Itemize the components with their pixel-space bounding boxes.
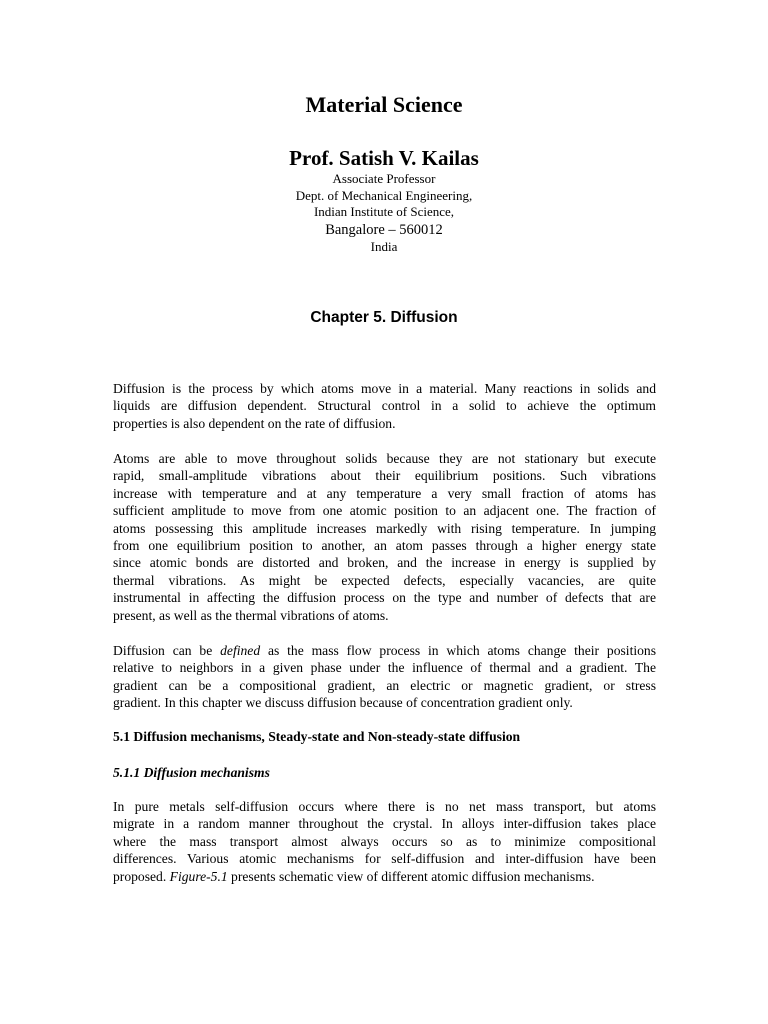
chapter-title: Chapter 5. Diffusion (310, 309, 458, 326)
paragraph-line (113, 642, 656, 659)
paragraph-line: thermal vibrations. As might be expected defects, especially vacancies, are quite (113, 572, 656, 588)
paragraph-line: present, as well as the thermal vibrations of atoms. (113, 607, 389, 623)
author-country: India (370, 238, 398, 254)
author-institute: Indian Institute of Science, (313, 204, 455, 219)
paragraph-mechanisms (113, 798, 656, 885)
text-run: presents schematic view of different atomic diffusion mechanisms. (227, 868, 595, 884)
paragraph-line (113, 868, 656, 885)
paragraph-line: differences. Various atomic mechanisms for self-diffusion and inter-diffusion have been (113, 851, 656, 867)
emphasis-defined: defined (220, 643, 261, 658)
paragraph-line: since atomic bonds are distorted and broken, and the increase in energy is supplied by (113, 555, 656, 571)
paragraph-line: liquids are diffusion dependent. Structural control in a solid to achieve the optimum (113, 398, 656, 414)
figure-reference: Figure-5.1 (169, 868, 228, 884)
paragraph-line: relative to neighbors in a given phase under the influence of thermal and a gradient. The (113, 660, 656, 676)
paragraph-intro (113, 380, 656, 432)
author-department: Dept. of Mechanical Engineering, (295, 187, 473, 203)
paragraph-line: atoms possessing this amplitude increases markedly with rising temperature. In jumping (113, 520, 656, 536)
author-name: Prof. Satish V. Kailas (289, 146, 479, 170)
paragraph-line: sufficient amplitude to move from one atomic position to an adjacent one. The fraction of (113, 503, 656, 519)
paragraph-line: rapid, small-amplitude vibrations about their equilibrium positions. Such vibrations (113, 468, 656, 484)
paragraph-line: gradient can be a compositional gradient, an electric or magnetic gradient, or stress (113, 677, 656, 693)
subsection-heading: 5.1.1 Diffusion mechanisms (113, 765, 270, 780)
text-run: Diffusion can be (113, 643, 221, 658)
paragraph-line: instrumental in affecting the diffusion process on the type and number of defects that are (113, 590, 656, 606)
section-heading: 5.1 Diffusion mechanisms, Steady-state and Non-steady-state diffusion (113, 729, 521, 744)
paragraph-line: where the mass transport almost always occurs so as to minimize compositional (113, 833, 656, 849)
paragraph-line: Atoms are able to move throughout solids because they are not stationary but execute (113, 451, 656, 466)
author-position: Associate Professor (332, 171, 436, 186)
text-run: proposed. (113, 868, 170, 884)
paragraph-line: gradient. In this chapter we discuss diffusion because of concentration gradient only. (113, 695, 573, 711)
paragraph-line: properties is also dependent on the rate of diffusion. (113, 415, 396, 431)
paragraph-line: In pure metals self-diffusion occurs where there is no net mass transport, but atoms (113, 799, 656, 814)
paragraph-line: migrate in a random manner throughout the crystal. In alloys inter-diffusion takes place (113, 816, 656, 832)
paragraph-line: from one equilibrium position to another, an atom passes through a higher energy state (113, 537, 656, 553)
author-affiliation (0, 171, 768, 255)
text-run: as the mass flow process in which atoms change their positions (260, 643, 657, 658)
paragraph-line: Diffusion is the process by which atoms move in a material. Many reactions in solids and (113, 381, 656, 396)
author-city: Bangalore – 560012 (325, 221, 443, 238)
paragraph-line: increase with temperature and at any temperature a very small fraction of atoms has (113, 485, 656, 501)
paragraph-atomic-vibrations (113, 450, 656, 624)
paragraph-definition (113, 642, 656, 712)
book-title: Material Science (305, 92, 463, 117)
